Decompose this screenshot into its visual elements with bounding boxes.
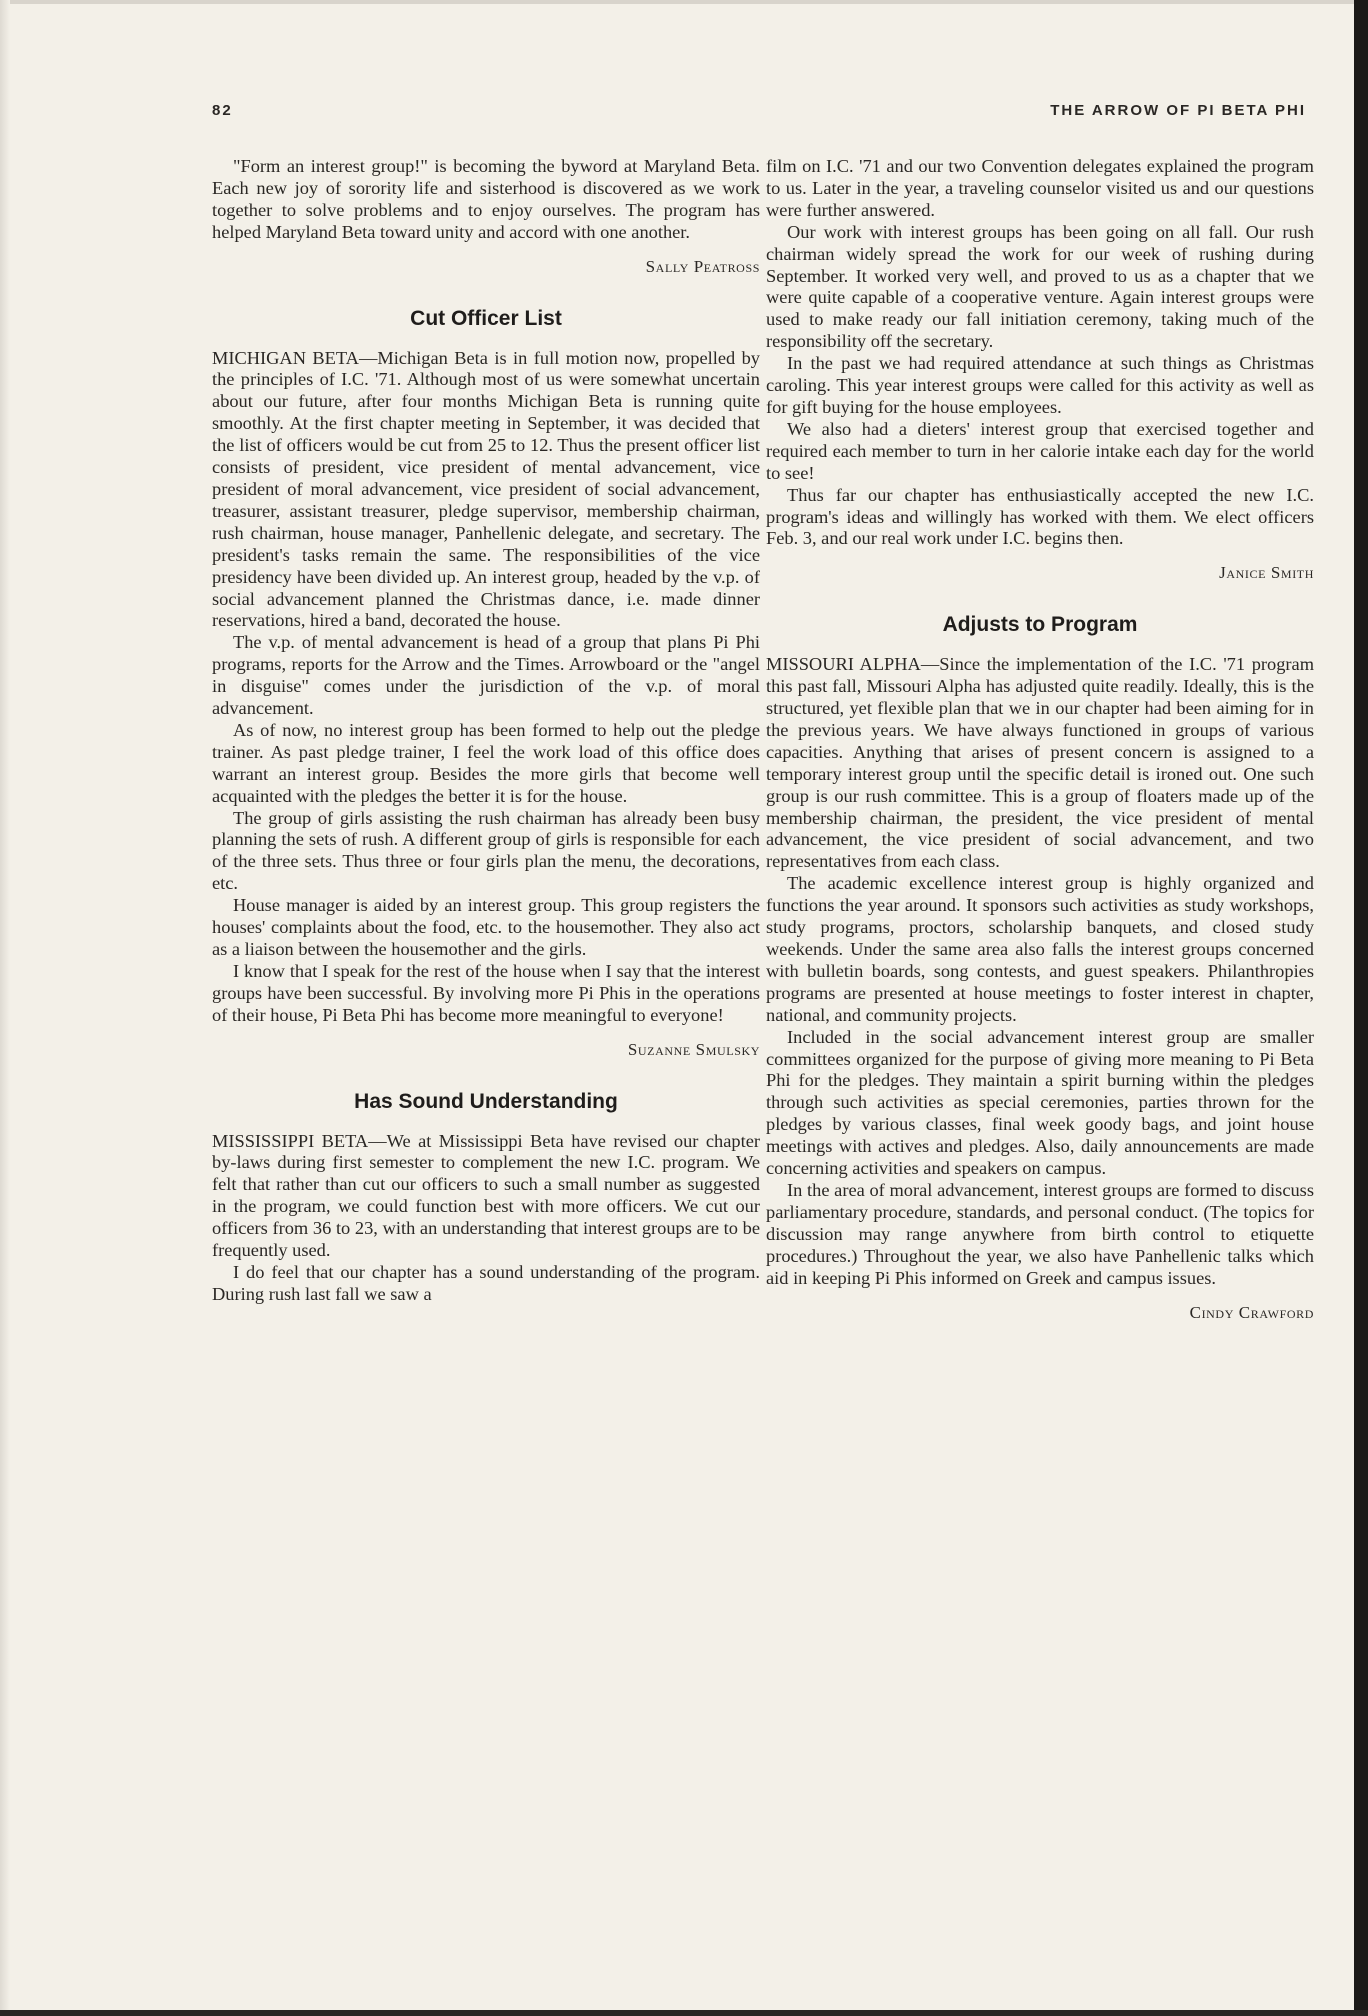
article-signature: Cindy Crawford — [1189, 1302, 1314, 1322]
article-paragraph: We also had a dieters' interest group that exercised together and required each member to turn in her calorie intake each day for the world to see! — [766, 418, 1314, 483]
article-paragraph: Thus far our chapter has enthusiastically accepted the new I.C. program's ideas and willingly has worked with them. We elect officers Feb. 3, and our real work under I.C. begins then. — [766, 484, 1314, 549]
article-paragraph: Our work with interest groups has been going on all fall. Our rush chairman widely spread the work for our week of rushing during September. It worked very well, and proved to us as a chapter that we were quite capable of a cooperative venture. Again interest groups were used to make ready our fall initiation ceremony, taking much of the responsibility off the secretary. — [766, 221, 1314, 352]
article-paragraph: Included in the social advancement interest group are smaller committees organized for the purpose of giving more meaning to Pi Beta Phi for the pledges. They maintain a spirit burning within the pledges through such activities as special ceremonies, parties thrown for the pledges by various classes, final week goody bags, and joint house meetings with actives and pledges. Also, daily announcements are made concerning activities and speakers on campus. — [766, 1026, 1314, 1179]
article-signature: Suzanne Smulsky — [627, 1039, 760, 1059]
article-paragraph: film on I.C. '71 and our two Convention delegates explained the program to us. Later in the year, a traveling counselor visited us and our questions were further answered. — [766, 156, 1314, 220]
intro-signature: Sally Peatross — [645, 256, 760, 276]
article-signature: Janice Smith — [1219, 563, 1314, 583]
article-heading-cut-officer-list: Cut Officer List — [410, 306, 562, 330]
article-paragraph: House manager is aided by an interest group. This group registers the houses' complaints about the food, etc. to the housemother. They also act as a liaison between the housemother and the girls. — [212, 895, 760, 959]
article-paragraph: As of now, no interest group has been formed to help out the pledge trainer. As past pledge trainer, I feel the work load of this office does warrant an interest group. Besides the more girls that become well acquainted with the pledges the better it is for the house. — [212, 719, 760, 806]
page-number: 82 — [212, 102, 233, 119]
journal-title: THE ARROW OF PI BETA PHI — [1050, 102, 1306, 119]
page-edge-bottom — [0, 2010, 1368, 2016]
article-paragraph: The group of girls assisting the rush chairman has already been busy planning the sets of rush. A different group of girls is responsible for each of the three sets. Thus three or four girls plan the menu, the decorations, etc. — [212, 807, 760, 894]
article-heading-adjusts-to-program: Adjusts to Program — [942, 613, 1138, 637]
article-paragraph: MISSOURI ALPHA—Since the implementation of the I.C. '71 program this past fall, Missouri Alpha has adjusted quite readily. Ideally, this is the structured, yet flexible plan that we in our chapter had been aiming for in the previous years. We have always functioned in groups of various capacities. Anything that arises of present concern is assigned to a temporary interest group until the specific detail is ironed out. One such group is our rush committee. This is a group of floaters made up of the membership chairman, the president, the vice president of mental advancement, the vice president of social advancement, and two representatives from each class. — [766, 654, 1314, 872]
left-column — [212, 156, 760, 1306]
article-paragraph: MISSISSIPPI BETA—We at Mississippi Beta have revised our chapter by-laws during first semester to complement the new I.C. program. We felt that rather than cut our officers to such a small number as suggested in the program, we could function best with more officers. We cut our officers from 36 to 23, with an understanding that interest groups are to be frequently used. — [212, 1130, 760, 1261]
article-paragraph: MICHIGAN BETA—Michigan Beta is in full motion now, propelled by the principles of I.C. '71. Although most of us were somewhat uncertain about our future, after four months Michigan Beta is running quite smoothly. At the first chapter meeting in September, it was decided that the list of officers would be cut from 25 to 12. Thus the present officer list consists of president, vice president of mental advancement, vice president of moral advancement, vice president of social advancement, treasurer, assistant treasurer, pledge supervisor, membership chairman, rush chairman, house manager, Panhellenic delegate, and secretary. The president's tasks remain the same. The responsibilities of the vice presidency have been divided up. An interest group, headed by the v.p. of social advancement planned the Christmas dance, i.e. made dinner reservations, hired a band, decorated the house. — [212, 347, 760, 631]
article-paragraph: The academic excellence interest group is highly organized and functions the year around. It sponsors such activities as study workshops, study programs, proctors, scholarship banquets, and closed study weekends. Under the same area also falls the interest groups concerned with bulletin boards, song contests, and guest speakers. Philanthropies programs are presented at house meetings to foster interest in chapter, national, and community projects. — [766, 873, 1314, 1025]
page-edge-left — [0, 0, 10, 2016]
running-header — [0, 102, 1368, 126]
page-edge-top — [0, 0, 1368, 4]
article-paragraph: In the area of moral advancement, interest groups are formed to discuss parliamentary procedure, standards, and personal conduct. (The topics for discussion may range anywhere from birth control to etiquette procedures.) Throughout the year, we also have Panhellenic talks which aid in keeping Pi Phis informed on Greek and campus issues. — [766, 1179, 1314, 1288]
article-paragraph: I know that I speak for the rest of the house when I say that the interest groups have been successful. By involving more Pi Phis in the operations of their house, Pi Beta Phi has become more meaningful to everyone! — [212, 960, 760, 1025]
article-paragraph: The v.p. of mental advancement is head of a group that plans Pi Phi programs, reports for the Arrow and the Times. Arrowboard or the "angel in disguise" comes under the jurisdiction of the v.p. of moral advancement. — [212, 632, 760, 719]
right-column — [766, 156, 1314, 1323]
article-paragraph: In the past we had required attendance at such things as Christmas caroling. This year interest groups were called for this activity as well as for gift buying for the house employees. — [766, 353, 1314, 417]
article-paragraph: I do feel that our chapter has a sound understanding of the program. During rush last fall we saw a — [212, 1261, 760, 1304]
article-heading-has-sound-understanding: Has Sound Understanding — [354, 1089, 618, 1113]
page-edge-right — [1354, 0, 1368, 2016]
intro-paragraph: "Form an interest group!" is becoming the byword at Maryland Beta. Each new joy of sorority life and sisterhood is discovered as we work together to solve problems and to enjoy ourselves. The program has helped Maryland Beta toward unity and accord with one another. — [212, 156, 760, 242]
